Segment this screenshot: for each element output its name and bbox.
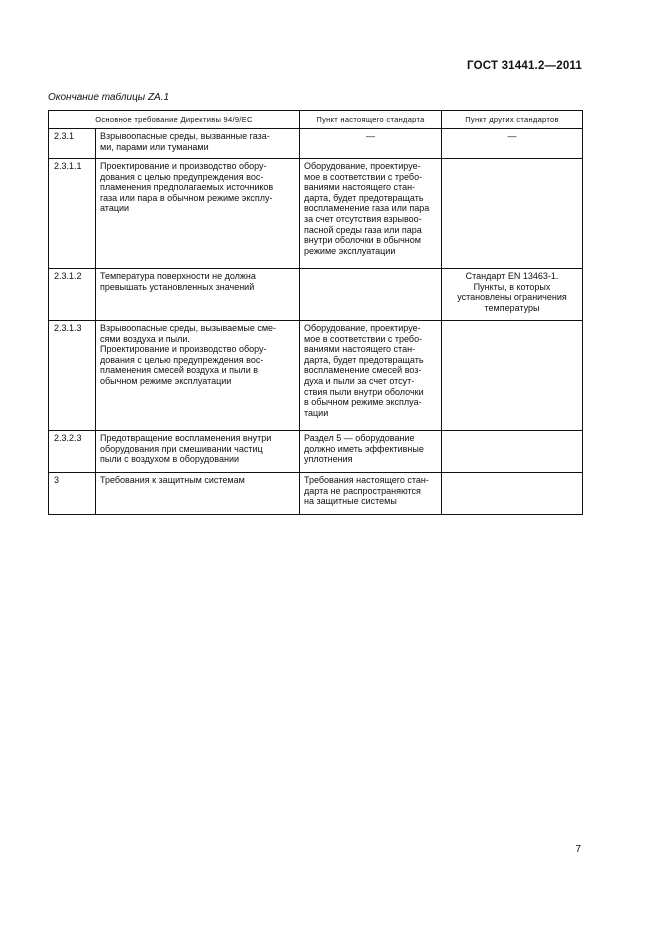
this-standard-clause: — (300, 129, 442, 159)
other-standards-clause (442, 159, 583, 269)
column-header-other-standards: Пункт других стандартов (442, 111, 583, 129)
table-row (49, 473, 583, 515)
table-header (49, 111, 583, 129)
requirement-text: Взрывоопасные среды, вызываемые сме- сями воздуха и пыли. Проектирование и производство обору- дования с целью предупреждения вос- пламенения смесей воздуха и пыли в обычном режиме эксплуатации (96, 321, 300, 431)
requirement-text: Взрывоопасные среды, вызванные газа- ми, парами или туманами (96, 129, 300, 159)
requirement-text: Требования к защитным системам (96, 473, 300, 515)
table-row (49, 431, 583, 473)
row-number: 2.3.1.2 (49, 269, 96, 321)
header-row (49, 111, 583, 129)
column-header-directive-requirement: Основное требование Директивы 94/9/EC (49, 111, 300, 129)
requirement-text: Проектирование и производство обору- дования с целью предупреждения вос- пламенения предполагаемых источников газа или пара в обычном режиме эксплу- атации (96, 159, 300, 269)
table-body (49, 129, 583, 515)
this-standard-clause (300, 269, 442, 321)
requirement-text: Предотвращение воспламенения внутри оборудования при смешивании частиц пыли с воздухом в оборудовании (96, 431, 300, 473)
this-standard-clause: Оборудование, проектируе- мое в соответствии с требо- ваниями настоящего стан- дарта, будет предотвращать воспламенение смесей воз- духа и пыли за счет отсут- ствия пыли внутри оболочки в обычном режиме эксплуа- тации (300, 321, 442, 431)
row-number: 3 (49, 473, 96, 515)
page-number: 7 (575, 844, 581, 855)
row-number: 2.3.1 (49, 129, 96, 159)
other-standards-clause (442, 431, 583, 473)
row-number: 2.3.2.3 (49, 431, 96, 473)
table-row (49, 321, 583, 431)
row-number: 2.3.1.3 (49, 321, 96, 431)
this-standard-clause: Раздел 5 — оборудование должно иметь эффективные уплотнения (300, 431, 442, 473)
table-row (49, 129, 583, 159)
other-standards-clause: — (442, 129, 583, 159)
table-caption: Окончание таблицы ZA.1 (48, 92, 170, 103)
column-header-this-standard: Пункт настоящего стандарта (300, 111, 442, 129)
other-standards-clause (442, 473, 583, 515)
this-standard-clause: Оборудование, проектируе- мое в соответствии с требо- ваниями настоящего стан- дарта, будет предотвращать воспламенение газа или пара за счет отсутствия взрывоо- пасной среды газа или пара внутри оболочки в обычном режиме эксплуатации (300, 159, 442, 269)
table-row (49, 269, 583, 321)
requirement-text: Температура поверхности не должна превышать установленных значений (96, 269, 300, 321)
this-standard-clause: Требования настоящего стан- дарта не распространяются на защитные системы (300, 473, 442, 515)
other-standards-clause: Стандарт EN 13463-1. Пункты, в которых установлены ограничения температуры (442, 269, 583, 321)
other-standards-clause (442, 321, 583, 431)
table-row (49, 159, 583, 269)
requirements-table (48, 110, 583, 515)
standard-code: ГОСТ 31441.2—2011 (467, 60, 582, 72)
row-number: 2.3.1.1 (49, 159, 96, 269)
